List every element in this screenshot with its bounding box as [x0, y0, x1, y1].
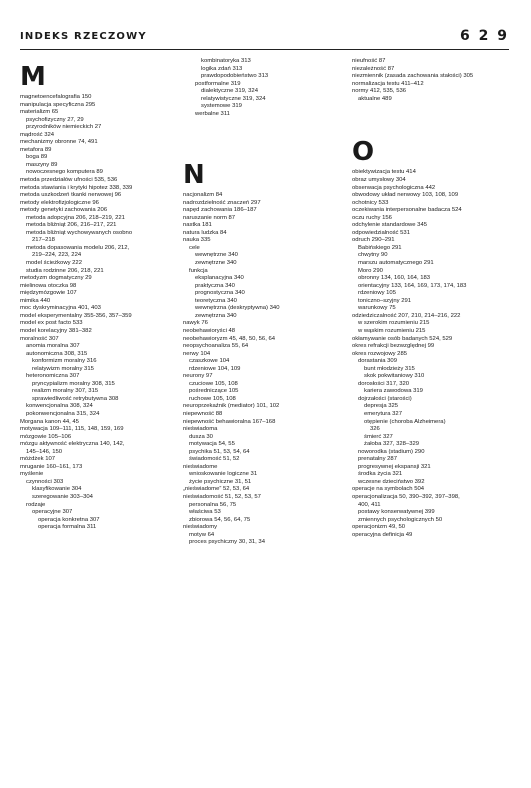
spacer [183, 149, 348, 157]
index-entry: studia rodzinne 206, 218, 221 [26, 267, 104, 274]
index-entry: praktyczna 340 [195, 282, 235, 289]
index-entry: czaszkowe 104 [189, 358, 230, 365]
index-entry: mózgowie 105–106 [20, 433, 72, 440]
section-letter: M [20, 62, 46, 92]
index-entry: zmiennych psychologicznych 50 [358, 516, 443, 523]
index-entry: neopsychoanaliza 55, 64 [183, 343, 249, 350]
index-column-3 [352, 58, 515, 539]
index-entry: metoda bliźniąt 206, 216–217, 221 [26, 222, 117, 229]
index-entry: relatywizm moralny 315 [32, 365, 94, 372]
index-entry: metody elektrofizjologiczne 96 [20, 199, 99, 206]
index-entry: przyrodników niemieckich 27 [26, 124, 102, 131]
index-entry: operacjonalizacja 50, 390–392, 397–398, [352, 493, 460, 500]
index-entry: normy 412, 535, 536 [352, 88, 407, 95]
index-entry: odruch 290–291 [352, 237, 395, 244]
index-entry: dorastania 309 [358, 358, 397, 365]
index-entry: dusza 30 [189, 433, 213, 440]
spacer [352, 126, 515, 134]
index-entry: odchylenie standardowe 345 [352, 222, 427, 229]
index-entry: otępienie (choroba Alzheimera) [364, 418, 446, 425]
index-entry: nieświadoma [183, 426, 218, 433]
index-entry: neobehawioryzm 45, 48, 50, 56, 64 [183, 335, 276, 342]
index-entry: sprawiedliwość retrybutywna 308 [32, 395, 119, 402]
index-entry: myślenie [20, 471, 44, 478]
index-entry: pośredniczące 105 [189, 388, 239, 395]
index-entry: niezmiennik (zasada zachowania stałości) 305 [352, 73, 474, 80]
index-entry: nadrozdzielność znaczeń 297 [183, 199, 261, 206]
index-entry: anomia moralna 307 [26, 343, 80, 350]
index-entry: „nieświadome” 52, 53, 64 [183, 486, 250, 493]
index-entry: nerwy 104 [183, 350, 211, 357]
index-entry: odziedziczalność 207, 210, 214–216, 222 [352, 312, 461, 319]
index-entry: skok pokwitaniowy 310 [364, 373, 425, 380]
index-entry: relatywistyczne 319, 324 [201, 95, 266, 102]
index-entry: 326 [370, 426, 380, 433]
index-entry: 145–146, 150 [26, 448, 63, 455]
index-entry: metody genetyki zachowania 206 [20, 207, 108, 214]
index-entry: okres rozwojowy 285 [352, 350, 408, 357]
index-entry: neobehawioryści 48 [183, 327, 236, 334]
index-entry: móżdżek 107 [20, 456, 56, 463]
index-entry: operacja konkretna 307 [38, 516, 100, 523]
index-entry: toniczno–szyjny 291 [358, 297, 412, 304]
spacer [183, 141, 348, 149]
index-entry: środka życia 321 [358, 471, 403, 478]
index-entry: cele [189, 244, 200, 251]
index-entry: personalna 56, 75 [189, 501, 237, 508]
index-entry: logika zdań 313 [201, 65, 243, 72]
index-entry: mimika 440 [20, 297, 51, 304]
index-entry: metoda adopcyjna 206, 218–219, 221 [26, 214, 125, 221]
index-entry: progresywnej ekspansji 321 [358, 463, 431, 470]
index-entry: wewnętrzne 340 [195, 252, 238, 259]
index-entry: metoda dopasowania modelu 206, 212, [26, 244, 130, 251]
spacer [183, 133, 348, 141]
index-entry: ruchowe 105, 108 [189, 395, 236, 402]
index-entry: psychofizyczny 27, 29 [26, 116, 84, 123]
index-entry: mruganie 160–161, 173 [20, 463, 83, 470]
index-entry: konformizm moralny 316 [32, 358, 97, 365]
index-entry: motywacja 54, 55 [189, 441, 235, 448]
section-letter: O [352, 137, 375, 168]
index-entry: metoda uszkodzeń tkanki nerwowej 96 [20, 192, 122, 199]
index-entry: depresja 325 [364, 403, 399, 410]
index-entry: 400, 411 [358, 501, 381, 508]
index-entry: rodzaje [26, 501, 46, 508]
index-entry: postformalne 319 [195, 80, 241, 87]
index-entry: rdzeniowe 104, 109 [189, 365, 241, 372]
index-entry: model eksperymentalny 355-356, 357–359 [20, 312, 132, 319]
index-entry: zewnętrzne 340 [195, 260, 237, 267]
index-entry: moralność 307 [20, 335, 59, 342]
index-entry: niezależność 87 [352, 65, 395, 72]
index-entry: obiektywizacja testu 414 [352, 169, 416, 176]
index-entry: moc dyskryminacyjna 401, 403 [20, 305, 101, 312]
index-entry: Babińskiego 291 [358, 244, 402, 251]
index-entry: obraz umysłowy 304 [352, 177, 406, 184]
index-entry: maszyny 89 [26, 161, 58, 168]
index-entry: naruszanie norm 87 [183, 214, 236, 221]
index-entry: obserwacja psychologiczna 442 [352, 184, 436, 191]
index-entry: nieświadome [183, 463, 218, 470]
index-entry: model korelacyjny 381–382 [20, 327, 92, 334]
index-entry: mądrość 324 [20, 131, 55, 138]
index-entry: klasyfikowanie 304 [32, 486, 82, 493]
index-entry: zewnętrzna 340 [195, 312, 237, 319]
spacer [352, 118, 515, 126]
index-entry: obronny 134, 160, 164, 183 [358, 275, 431, 282]
index-entry: Moro 290 [358, 267, 383, 274]
index-entry: wczesne dzieciństwo 392 [358, 478, 425, 485]
index-entry: nowoczesnego komputera 89 [26, 169, 103, 176]
index-entry: obwodowy układ nerwowy 103, 108, 109 [352, 192, 459, 199]
index-entry: w szerokim rozumieniu 215 [358, 320, 430, 327]
index-entry: czynności 303 [26, 478, 64, 485]
index-entry: mielinowa otoczka 98 [20, 282, 77, 289]
index-entry: metodyzm dogmatyczny 29 [20, 275, 92, 282]
index-entry: szeregowanie 303–304 [32, 493, 93, 500]
index-entry: niepewność behawioralna 167–168 [183, 418, 276, 425]
index-entry: napęd zachowania 186–187 [183, 207, 257, 214]
index-column-2 [183, 58, 348, 547]
index-entry: model ścieżkowy 222 [26, 260, 82, 267]
index-entry: nawyk 76 [183, 320, 208, 327]
index-entry: żałoba 327, 328–329 [364, 441, 420, 448]
index-entry: materializm 65 [20, 109, 59, 116]
index-entry: czuciowe 105, 108 [189, 380, 238, 387]
index-entry: prognostyczna 340 [195, 290, 245, 297]
index-entry: operacja formalna 311 [38, 524, 97, 531]
index-entry: mechanizmy obronne 74, 491 [20, 139, 98, 146]
index-entry: natura ludzka 84 [183, 229, 227, 236]
index-entry: okłamywanie osób badanych 524, 529 [352, 335, 453, 342]
index-entry: dorosłości 317, 320 [358, 380, 410, 387]
index-entry: metoda stawiania i krytyki hipotez 338, 339 [20, 184, 133, 191]
index-entry: dojrzałości (starości) [358, 395, 412, 402]
index-entry: operacje na symbolach 504 [352, 486, 425, 493]
index-entry: prawdopodobieństwo 313 [201, 73, 269, 80]
index-entry: emerytura 327 [364, 410, 402, 417]
index-entry: nieufność 87 [352, 58, 386, 64]
index-entry: konwencjonalna 308, 324 [26, 403, 93, 410]
spacer [352, 111, 515, 119]
index-entry: aktualne 489 [358, 95, 392, 102]
index-entry: nacjonalizm 84 [183, 192, 223, 199]
header-title: INDEKS RZECZOWY [20, 31, 147, 42]
index-entry: okres refrakcji bezwzględnej 99 [352, 343, 435, 350]
index-entry: metoda bliźniąt wychowywanych osobno [26, 229, 133, 236]
index-entry: psychika 51, 53, 54, 64 [189, 448, 250, 455]
index-entry: śmierć 327 [364, 433, 393, 440]
index-entry: postawy konserwatywnej 399 [358, 509, 435, 516]
index-entry: właściwa 53 [189, 509, 221, 516]
index-column-1 [20, 58, 180, 532]
index-entry: nastka 181 [183, 222, 212, 229]
index-entry: dialektyczne 319, 324 [201, 88, 258, 95]
index-entry: teoretyczna 340 [195, 297, 237, 304]
index-entry: niepewność 88 [183, 410, 223, 417]
index-entry: nieświadomość 51, 52, 53, 57 [183, 493, 261, 500]
index-entry: wewnętrzna (deskryptywna) 340 [195, 305, 280, 312]
index-entry: marszu automatycznego 291 [358, 260, 434, 267]
index-entry: 219–224, 223, 224 [32, 252, 82, 259]
index-entry: kombinatoryka 313 [201, 58, 251, 64]
page-number: 6 2 9 [460, 28, 509, 44]
index-entry: bunt młodzieży 315 [364, 365, 415, 372]
index-entry: model ex post facto 533 [20, 320, 83, 327]
index-entry: proces psychiczny 30, 31, 34 [189, 539, 265, 546]
index-entry: 217–218 [32, 237, 55, 244]
index-entry: metafora 89 [20, 146, 52, 153]
index-entry: mózgu aktywność elektryczna 140, 142, [20, 441, 125, 448]
index-entry: międzymózgowie 107 [20, 290, 77, 297]
index-entry: heteronomiczna 307 [26, 373, 80, 380]
index-entry: ochotnicy 533 [352, 199, 389, 206]
index-entry: motywacja 109–111, 115, 148, 159, 169 [20, 426, 124, 433]
spacer [183, 118, 348, 126]
spacer [352, 103, 515, 111]
index-entry: prenatalny 287 [358, 456, 397, 463]
index-entry: orientacyjny 133, 164, 169, 173, 174, 183 [358, 282, 467, 289]
index-entry: oczu ruchy 156 [352, 214, 392, 221]
index-entry: motyw 64 [189, 531, 215, 538]
section-letter: N [183, 160, 205, 191]
index-entry: neurony 97 [183, 373, 213, 380]
index-entry: rdzeniowy 105 [358, 290, 396, 297]
running-header [20, 30, 509, 46]
index-entry: realizm moralny 307, 315 [32, 388, 99, 395]
index-entry: operacjonizm 49, 50 [352, 524, 406, 531]
index-entry: chwytny 90 [358, 252, 388, 259]
index-entry: operacyjna definicja 49 [352, 531, 413, 538]
index-entry: oczekiwania interpersonalne badacza 524 [352, 207, 462, 214]
index-entry: magnetoencefalografia 150 [20, 94, 92, 100]
index-entry: wnioskowanie logiczne 31 [189, 471, 258, 478]
index-entry: funkcja [189, 267, 208, 274]
index-entry: kariera zawodowa 319 [364, 388, 423, 395]
index-entry: boga 89 [26, 154, 48, 161]
index-entry: werbalne 311 [195, 110, 230, 117]
index-entry: nauka 335 [183, 237, 211, 244]
index-entry: neuroprzekaźnik (mediator) 101, 102 [183, 403, 280, 410]
index-entry: odpowiedzialność 531 [352, 229, 410, 236]
index-entry: operacyjne 307 [32, 509, 73, 516]
index-entry: pokonwencjonalna 315, 324 [26, 410, 100, 417]
index-entry: nieświadomy [183, 524, 218, 531]
index-entry: zbiorowa 54, 56, 64, 75 [189, 516, 251, 523]
index-entry: życie psychiczne 31, 51 [189, 478, 252, 485]
index-entry: autonomiczna 308, 315 [26, 350, 88, 357]
index-entry: manipulacja specyficzna 295 [20, 101, 96, 108]
index-entry: Morgana kanon 44, 45 [20, 418, 79, 425]
index-entry: w wąskim rozumieniu 215 [358, 327, 426, 334]
index-entry: pryncypializm moralny 308, 315 [32, 380, 115, 387]
index-entry: świadomość 51, 52 [189, 456, 240, 463]
index-entry: normalizacja testu 411–412 [352, 80, 424, 87]
header-rule [20, 49, 509, 50]
index-entry: metoda przedziałów ufności 535, 536 [20, 177, 118, 184]
index-entry: noworodka (stadium) 290 [358, 448, 425, 455]
index-entry: systemowe 319 [201, 103, 242, 110]
index-entry: warunkowy 75 [358, 305, 396, 312]
index-entry: eksplanacyjna 340 [195, 275, 244, 282]
spacer [183, 126, 348, 134]
